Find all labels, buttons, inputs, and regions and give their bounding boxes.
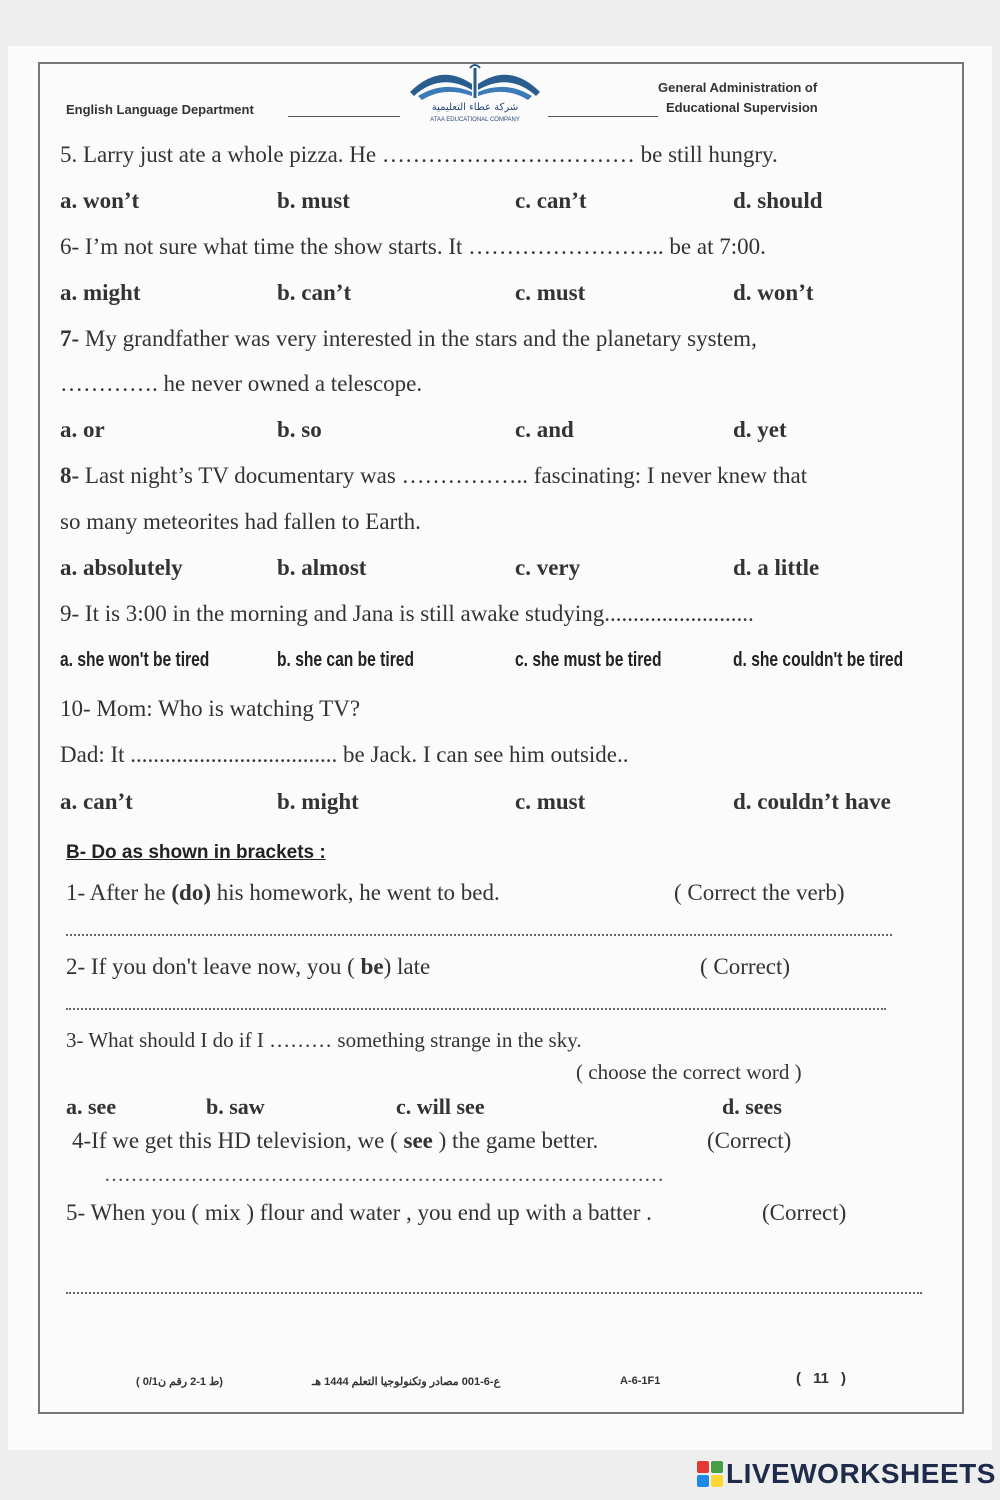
b-item-5: 5- When you ( mix ) flour and water , you end up with a batter . [66, 1200, 652, 1225]
q5-option-b[interactable]: b. must [277, 188, 350, 213]
question-6: 6- I’m not sure what time the show starts. It …………………….. be at 7:00. [60, 234, 766, 259]
q9-option-a[interactable]: a. she won't be tired [60, 649, 210, 671]
question-10-line1: 10- Mom: Who is watching TV? [60, 696, 361, 721]
q9-option-d[interactable]: d. she couldn't be tired [733, 649, 904, 671]
b4-answer-line[interactable]: ………………………………………………………………………… [104, 1164, 664, 1186]
q9-option-b[interactable]: b. she can be tired [277, 649, 414, 671]
q5-option-a[interactable]: a. won’t [60, 188, 140, 213]
q5-option-d[interactable]: d. should [733, 188, 823, 213]
b4-post: ) the game better. [432, 1128, 599, 1153]
b3-instruction: ( choose the correct word ) [576, 1060, 802, 1084]
footer-code-3: A-6-1F1 [620, 1375, 661, 1387]
b5-answer-line[interactable] [66, 1292, 922, 1294]
b3-option-d[interactable]: d. sees [722, 1094, 782, 1119]
page-number-value: 11 [813, 1370, 829, 1387]
b3-option-b[interactable]: b. saw [206, 1094, 265, 1119]
footer-code-1: ( 0/1ط 1-2 رقم ن) [136, 1376, 223, 1388]
q6-option-c[interactable]: c. must [515, 280, 586, 305]
department-label: English Language Department [66, 102, 254, 117]
b1-instruction: ( Correct the verb) [674, 880, 845, 905]
q8-option-c[interactable]: c. very [515, 555, 581, 580]
b2-verb: be [360, 954, 384, 979]
question-10-line2: Dad: It .................................... be Jack. I can see him outside.. [60, 742, 629, 767]
question-8-line2: so many meteorites had fallen to Earth. [60, 509, 421, 534]
q7-option-b[interactable]: b. so [277, 417, 322, 442]
q10-option-a[interactable]: a. can’t [60, 789, 133, 814]
question-7-line2: …………. he never owned a telescope. [60, 371, 423, 396]
q6-option-d[interactable]: d. won’t [733, 280, 814, 305]
b-item-4 [72, 1128, 598, 1154]
q10-option-d[interactable]: d. couldn’t have [733, 789, 891, 814]
q7-option-c[interactable]: c. and [515, 417, 574, 442]
logo-arabic-text: شركة عطاء التعليمية [431, 102, 519, 113]
page-number [796, 1370, 846, 1387]
b-item-2 [66, 954, 430, 980]
q6-option-a[interactable]: a. might [60, 280, 141, 305]
b2-pre: 2- If you don't leave now, you ( [66, 954, 361, 979]
q7-number: 7- [60, 326, 80, 351]
b2-instruction: ( Correct) [700, 954, 791, 979]
header-rule-left [288, 116, 400, 117]
question-8-line1 [60, 463, 807, 489]
q7-option-d[interactable]: d. yet [733, 417, 787, 442]
q10-option-b[interactable]: b. might [277, 789, 359, 814]
question-5: 5. Larry just ate a whole pizza. He …………………………… be still hungry. [60, 142, 778, 167]
footer-code-2: ع-6-001 مصادر وتكنولوجيا التعلم 1444 هـ [312, 1376, 501, 1388]
b1-verb: (do) [171, 880, 212, 905]
b4-pre: 4-If we get this HD television, we ( [72, 1128, 404, 1153]
q8-option-b[interactable]: b. almost [277, 555, 367, 580]
b3-option-a[interactable]: a. see [66, 1094, 117, 1119]
q8-option-d[interactable]: d. a little [733, 555, 820, 580]
admin-title-line2: Educational Supervision [666, 100, 818, 115]
q8-option-a[interactable]: a. absolutely [60, 555, 183, 580]
b-item-1 [66, 880, 500, 906]
liveworksheets-wordmark[interactable]: LIVEWORKSHEETS [726, 1458, 996, 1489]
color-grid-icon [696, 1460, 724, 1488]
q8-text: Last night’s TV documentary was …………….. fascinating: I never knew that [79, 463, 808, 488]
q8-number: 8- [60, 463, 80, 488]
b3-option-c[interactable]: c. will see [396, 1094, 485, 1119]
section-b-title: B- Do as shown in brackets : [66, 842, 326, 863]
b2-answer-line[interactable] [66, 1008, 886, 1010]
liveworksheets-logo-icon [696, 1460, 724, 1488]
header-rule-right [548, 116, 658, 117]
q10-option-c[interactable]: c. must [515, 789, 586, 814]
b1-answer-line[interactable] [66, 934, 892, 936]
page-open-paren: ( [796, 1370, 801, 1387]
b1-pre: 1- After he [66, 880, 172, 905]
b1-post: his homework, he went to bed. [211, 880, 500, 905]
question-7-line1 [60, 326, 757, 352]
logo-english-text: ATAA EDUCATIONAL COMPANY [430, 117, 520, 123]
company-logo [400, 62, 550, 128]
admin-title-line1: General Administration of [658, 80, 818, 95]
q5-option-c[interactable]: c. can’t [515, 188, 587, 213]
b-item-3: 3- What should I do if I ……… something strange in the sky. [66, 1028, 582, 1052]
page-close-paren: ) [841, 1370, 846, 1387]
q7-text: My grandfather was very interested in the stars and the planetary system, [79, 326, 757, 351]
b4-verb: see [403, 1128, 433, 1153]
question-9: 9- It is 3:00 in the morning and Jana is still awake studying.......................... [60, 601, 754, 626]
q6-option-b[interactable]: b. can’t [277, 280, 352, 305]
b2-post: ) late [383, 954, 431, 979]
b5-instruction: (Correct) [762, 1200, 847, 1225]
q7-option-a[interactable]: a. or [60, 417, 105, 442]
b4-instruction: (Correct) [707, 1128, 792, 1153]
q9-option-c[interactable]: c. she must be tired [515, 649, 662, 671]
